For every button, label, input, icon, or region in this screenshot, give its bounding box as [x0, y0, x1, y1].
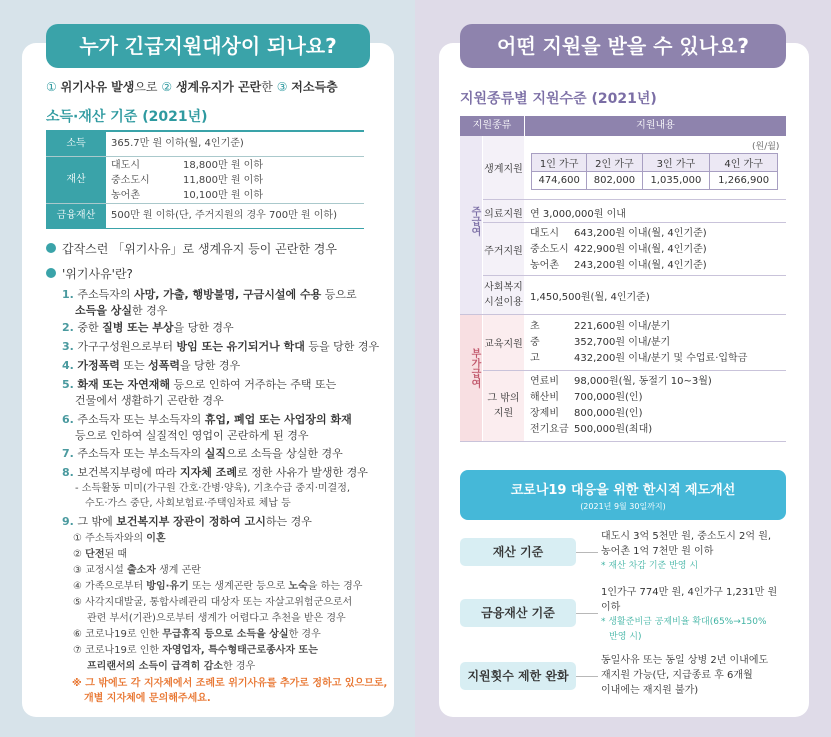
medical-support-value: 연 3,000,000원 이내 — [530, 209, 626, 220]
sub-item-7: ⑦ 코로나19로 인한 자영업자, 특수형태근로종사자 또는 — [73, 645, 318, 656]
th-support-kind: 지원종류 — [460, 116, 524, 136]
sub-item-6: ⑥ 코로나19로 인한 무급휴직 등으로 소득을 상실한 경우 — [73, 629, 321, 640]
crisis-item-8: 8. 보건복지부령에 따라 지자체 조례로 정한 사유가 발생한 경우 — [62, 466, 368, 479]
group-extra-label: 부가급여 — [469, 348, 480, 388]
criteria-line: ① 위기사유 발생으로 ② 생계유지가 곤란한 ③ 저소득층 — [46, 80, 338, 94]
sub-item-3: ③ 교정시설 출소자 생계 곤란 — [73, 565, 201, 576]
crisis-item-4: 4. 가정폭력 또는 성폭력을 당한 경우 — [62, 359, 241, 372]
bullet-sudden-crisis: 갑작스런 「위기사유」로 생계유지 등이 곤란한 경우 — [62, 242, 337, 256]
housing-support-values: 대도시 643,200원 이내(월, 4인기준) 중소도시 422,900원 이내(월, 4인기준) 농어촌 243,200원 이내(월, 4인기준) — [530, 228, 707, 271]
support-table-title: 지원종류별 지원수준 (2021년) — [460, 91, 657, 107]
crisis-item-2: 2. 중한 질병 또는 부상을 당한 경우 — [62, 321, 234, 334]
income-title: 소득·재산 기준 (2021년) — [46, 109, 208, 125]
sub-item-2: ② 단전된 때 — [73, 549, 127, 560]
medical-support-label: 의료지원 — [484, 209, 523, 220]
welfare-facility-value: 1,450,500원(월, 4인기준) — [530, 292, 650, 303]
welfare-facility-label: 사회복지 시설이용 — [484, 282, 523, 308]
crisis-item-5: 5. 화재 또는 자연재해 등으로 인하여 거주하는 주택 또는 건물에서 생활하기 곤란한 경우 — [62, 378, 337, 407]
financial-row-value: 500만 원 이하(단, 주거지원의 경우 700만 원 이하) — [106, 204, 364, 228]
sub-item-5: ⑤ 사각지대발굴, 통합사례관리 대상자 또는 자살고위험군으로서 — [73, 597, 353, 608]
crisis-item-1: 1. 주소득자의 사망, 가출, 행방불명, 구금시설에 수용 등으로 소득을 상실한 경우 — [62, 288, 357, 317]
other-support-label: 그 밖의 지원 — [487, 393, 520, 419]
row-divider — [460, 441, 786, 442]
row-divider — [460, 314, 786, 315]
asset-criteria-pill: 재산 기준 — [460, 538, 576, 566]
sub-item-7-cont: 프리랜서의 소득이 급격히 감소한 경우 — [87, 661, 256, 672]
covid-banner: 코로나19 대응을 위한 한시적 제도개선 (2021년 9월 30일까지) — [460, 470, 786, 520]
crisis-item-6: 6. 주소득자 또는 부소득자의 휴업, 폐업 또는 사업장의 화재 등으로 인하여 실질적인 영업이 곤란하게 된 경우 — [62, 413, 352, 442]
asset-row-head: 재산 — [46, 157, 106, 203]
connector-line — [576, 552, 598, 553]
row-divider — [483, 370, 786, 371]
asset-criteria-text: 대도시 3억 5천만 원, 중소도시 2억 원, 농어촌 1억 7천만 원 이하 * 재산 차감 기준 반영 시 — [601, 531, 772, 571]
other-support-values: 연료비 98,000원(월, 동절기 10~3월) 해산비 700,000원(인) 장제비 800,000원(인) 전기요금 500,000원(최대) — [530, 376, 712, 435]
row-divider — [483, 275, 786, 276]
asset-row-values: 대도시 18,800만 원 이하 중소도시 11,800만 원 이하 농어촌 10,100만 원 이하 — [106, 157, 364, 203]
footnote: ※ 그 밖에도 각 지자체에서 조례로 위기사유를 추가로 정하고 있으므로, 개별 지자체에 문의해주세요. — [72, 678, 388, 704]
financial-row-head: 금융재산 — [46, 204, 106, 228]
crisis-item-7: 7. 주소득자 또는 부소득자의 실직으로 소득을 상실한 경우 — [62, 447, 343, 460]
bullet-crisis-definition: '위기사유'란? — [62, 267, 133, 281]
bullet-dot — [46, 268, 56, 278]
left-banner-title: 누가 긴급지원대상이 되나요? — [46, 24, 370, 68]
income-row-value: 365.7만 원 이하(월, 4인기준) — [106, 132, 364, 156]
th-support-content: 지원내용 — [525, 116, 786, 136]
sub-label-bg-extra — [483, 315, 524, 441]
crisis-item-3: 3. 가구구성원으로부터 방임 또는 유기되거나 학대 등을 당한 경우 — [62, 340, 380, 353]
sub-item-1: ① 주소득자와의 이혼 — [73, 533, 166, 544]
support-limit-text: 동일사유 또는 동일 상병 2년 이내에도 재지원 가능(단, 지급종료 후 6개월 이내에는 재지원 불가) — [601, 655, 769, 696]
crisis-item-9: 9. 그 밖에 보건복지부 장관이 정하여 고시하는 경우 — [62, 515, 312, 528]
row-divider — [483, 199, 786, 200]
income-row-head: 소득 — [46, 132, 106, 156]
right-banner-title: 어떤 지원을 받을 수 있나요? — [460, 24, 786, 68]
financial-criteria-text: 1인가구 774만 원, 4인가구 1,231만 원 이하 * 생활준비금 공제비율 확대(65%→150% 반영 시) — [601, 587, 778, 642]
table-bottom-rule — [46, 228, 364, 229]
education-support-values: 초 221,600원 이내/분기 중 352,700원 이내/분기 고 432,200원 이내/분기 및 수업료·입학금 — [530, 321, 748, 364]
crisis-item-8-detail: - 소득활동 미미(가구원 간호·간병·양육), 기초수급 중지·미결정, 수도·가스 중단, 사회보험료·주택임차료 체납 등 — [75, 483, 351, 509]
living-support-label: 생계지원 — [484, 164, 523, 175]
financial-criteria-pill: 금융재산 기준 — [460, 599, 576, 627]
row-divider — [483, 222, 786, 223]
group-main-label: 주급여 — [469, 206, 480, 236]
bullet-dot — [46, 243, 56, 253]
living-support-table: 1인 가구 2인 가구 3인 가구 4인 가구 474,600 802,000 1,035,000 1,266,900 — [531, 153, 778, 190]
connector-line — [576, 676, 598, 677]
crisis-sub-items — [73, 531, 362, 675]
sub-item-4: ④ 가족으로부터 방임·유기 또는 생계곤란 등으로 노숙을 하는 경우 — [73, 581, 363, 592]
connector-line — [576, 613, 598, 614]
housing-support-label: 주거지원 — [484, 246, 523, 257]
education-support-label: 교육지원 — [484, 339, 523, 350]
sub-item-5-cont: 관련 부서(기관)으로부터 생계가 어렵다고 추천을 받은 경우 — [87, 613, 346, 624]
unit-label: (원/월) — [752, 142, 780, 152]
support-limit-pill: 지원횟수 제한 완화 — [460, 662, 576, 690]
